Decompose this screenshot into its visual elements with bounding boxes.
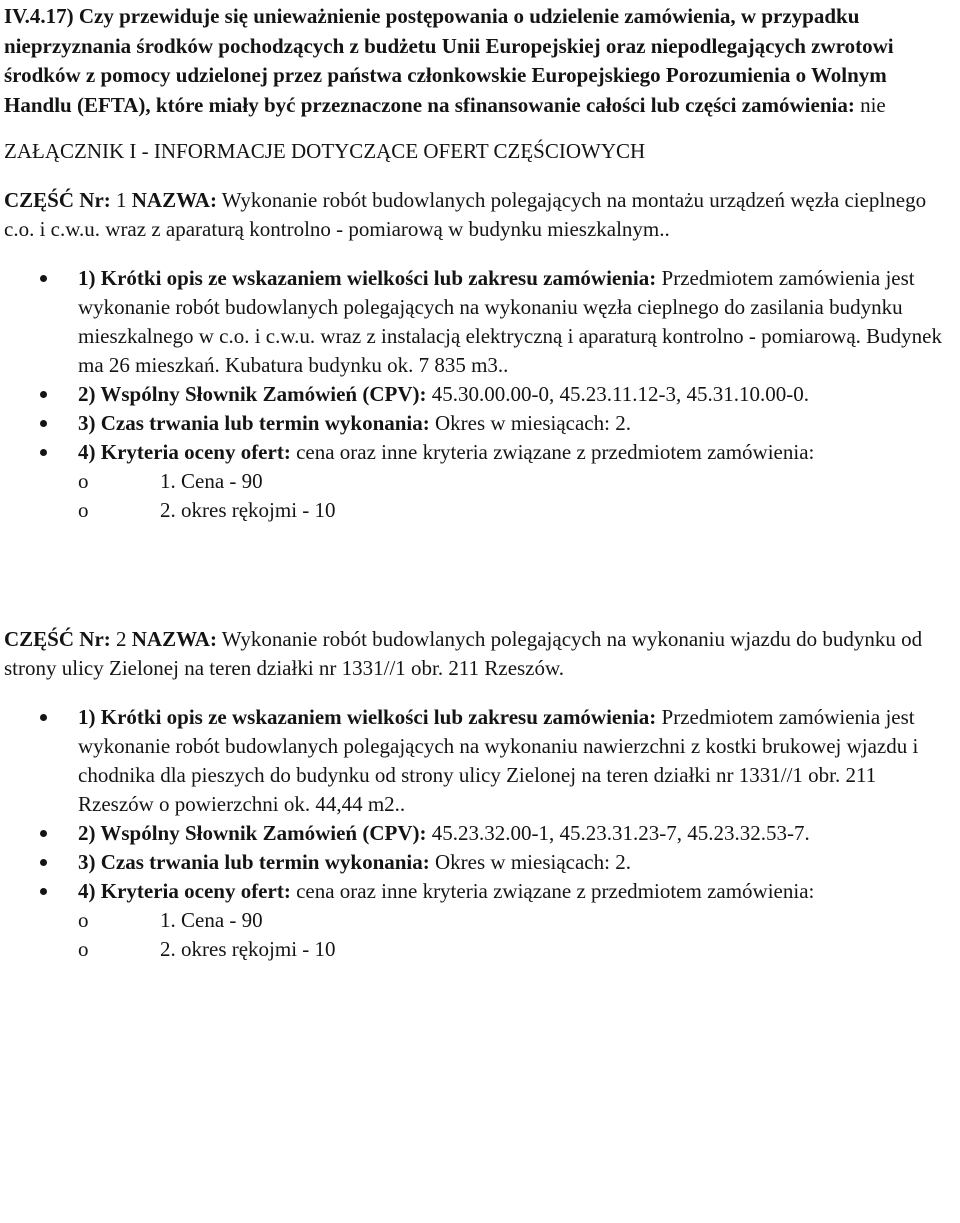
part-number: 1	[110, 188, 132, 212]
criteria-item	[78, 935, 956, 964]
part-label: CZĘŚĆ Nr:	[4, 627, 111, 651]
criteria-text: cena oraz inne kryteria związane z przedmiotem zamówienia:	[290, 440, 815, 464]
part-details-list	[4, 264, 956, 525]
cancellation-answer: nie	[854, 92, 886, 117]
cpv-codes: 45.30.00.00-0, 45.23.11.12-3, 45.31.10.00-0.	[426, 382, 809, 406]
list-item-description	[4, 264, 956, 380]
list-item-duration	[4, 848, 956, 877]
sub-bullet-marker: o	[78, 498, 89, 522]
sub-bullet-marker: o	[78, 908, 89, 932]
criteria-item-text: 1. Cena - 90	[160, 908, 263, 932]
part-name-label: NAZWA:	[131, 188, 217, 212]
criteria-sublist	[78, 906, 956, 964]
description-label: 1) Krótki opis ze wskazaniem wielkości lub zakresu zamówienia:	[78, 266, 657, 290]
description-text: Przedmiotem zamówienia jest wykonanie robót budowlanych polegających na wykonaniu węzła cieplnego do zasilania budynku mieszkalnego w c.o. i c.w.u. wraz z instalacją elektryczną i aparaturą kontrolno - pomiarową. Budynek ma 26 mieszkań. Kubatura budynku ok. 7 835 m3..	[78, 266, 942, 377]
list-item-cpv	[4, 380, 956, 409]
list-item-duration	[4, 409, 956, 438]
criteria-item	[78, 906, 956, 935]
sub-bullet-marker: o	[78, 469, 89, 493]
part-label: CZĘŚĆ Nr:	[4, 188, 111, 212]
part-number: 2	[110, 627, 132, 651]
criteria-label: 4) Kryteria oceny ofert:	[78, 440, 291, 464]
criteria-item-text: 2. okres rękojmi - 10	[160, 498, 336, 522]
cancellation-question	[4, 0, 956, 120]
description-label: 1) Krótki opis ze wskazaniem wielkości lub zakresu zamówienia:	[78, 705, 657, 729]
criteria-label: 4) Kryteria oceny ofert:	[78, 879, 291, 903]
cpv-label: 2) Wspólny Słownik Zamówień (CPV):	[78, 382, 427, 406]
duration-label: 3) Czas trwania lub termin wykonania:	[78, 850, 430, 874]
part-title	[4, 625, 956, 683]
part-name: Wykonanie robót budowlanych polegających na montażu urządzeń węzła cieplnego c.o. i c.w.u. wraz z aparaturą kontrolno - pomiarową w budynku mieszkalnym..	[4, 188, 927, 241]
part-details-list	[4, 703, 956, 964]
criteria-item	[78, 496, 956, 525]
part-1	[4, 186, 956, 525]
part-name-label: NAZWA:	[131, 627, 217, 651]
cancellation-question-text: IV.4.17) Czy przewiduje się unieważnienie postępowania o udzielenie zamówienia, w przypadku nieprzyznania środków pochodzących z budżetu Unii Europejskiej oraz niepodlegających zwrotowi środków z pomocy udzielonej przez państwa członkowskie Europejskiego Porozumienia o Wolnym Handlu (EFTA), które miały być przeznaczone na sfinansowanie całości lub części zamówienia:	[4, 4, 894, 117]
criteria-item-text: 1. Cena - 90	[160, 469, 263, 493]
description-text: Przedmiotem zamówienia jest wykonanie robót budowlanych polegających na wykonaniu nawierzchni z kostki brukowej wjazdu i chodnika dla pieszych do budynku od strony ulicy Zielonej na teren działki nr 1331//1 obr. 211 Rzeszów o powierzchni ok. 44,44 m2..	[78, 705, 919, 816]
list-item-criteria	[4, 438, 956, 525]
duration-label: 3) Czas trwania lub termin wykonania:	[78, 411, 430, 435]
part-2	[4, 625, 956, 964]
duration-value: Okres w miesiącach: 2.	[429, 850, 631, 874]
sub-bullet-marker: o	[78, 937, 89, 961]
criteria-sublist	[78, 467, 956, 525]
part-title	[4, 186, 956, 244]
criteria-item	[78, 467, 956, 496]
criteria-text: cena oraz inne kryteria związane z przedmiotem zamówienia:	[290, 879, 815, 903]
criteria-item-text: 2. okres rękojmi - 10	[160, 937, 336, 961]
list-item-description	[4, 703, 956, 819]
list-item-cpv	[4, 819, 956, 848]
cpv-codes: 45.23.32.00-1, 45.23.31.23-7, 45.23.32.53-7.	[426, 821, 810, 845]
cpv-label: 2) Wspólny Słownik Zamówień (CPV):	[78, 821, 427, 845]
annex-heading: ZAŁĄCZNIK I - INFORMACJE DOTYCZĄCE OFERT CZĘŚCIOWYCH	[4, 139, 646, 163]
document-body	[4, 0, 956, 964]
part-name: Wykonanie robót budowlanych polegających na wykonaniu wjazdu do budynku od strony ulicy Zielonej na teren działki nr 1331//1 obr. 211 Rzeszów.	[4, 627, 923, 680]
duration-value: Okres w miesiącach: 2.	[429, 411, 631, 435]
list-item-criteria	[4, 877, 956, 964]
